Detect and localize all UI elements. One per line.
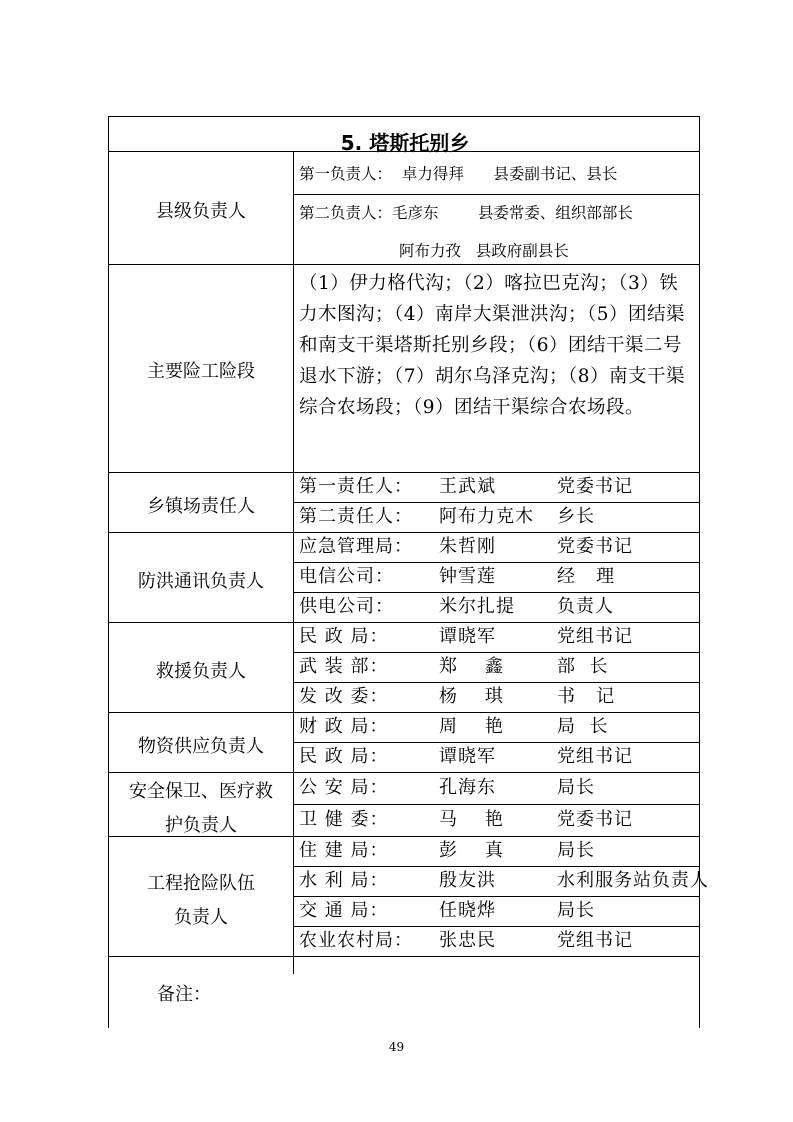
person-name: 杨 琪 <box>439 686 504 707</box>
row-divider <box>293 502 699 503</box>
section-label <box>109 655 293 689</box>
section-divider <box>109 956 699 957</box>
person-name: 米尔扎提 <box>439 596 515 617</box>
section-label <box>109 775 293 843</box>
danger-text: （1）伊力格代沟；（2）喀拉巴克沟；（3）铁力木图沟；（4）南岸大渠泄洪沟；（5）团结渠和南支干渠塔斯托别乡段；（6）团结干渠二号退水下游；（7）胡尔乌泽克沟；（8）南支干渠综合农场段；（9）团结干渠综合农场段。 <box>299 273 686 418</box>
remark-label: 备注： <box>157 984 211 1005</box>
position: 乡长 <box>557 506 595 527</box>
person-name: 阿布力克木 <box>439 506 534 527</box>
row-divider <box>293 742 699 743</box>
county-line3: 阿布力孜 县政府副县长 <box>399 242 569 260</box>
person-name: 谭晓军 <box>439 746 496 767</box>
row-divider <box>293 652 699 653</box>
person-name: 谭晓军 <box>439 626 496 647</box>
position: 党委书记 <box>557 809 633 830</box>
section-label <box>109 490 293 524</box>
danger-label: 主要险工险段 <box>147 361 255 382</box>
section-label <box>109 867 293 935</box>
position: 局 长 <box>557 716 609 737</box>
section-label-line: 乡镇场责任人 <box>147 496 255 517</box>
position: 党组书记 <box>557 746 633 767</box>
position: 负责人 <box>557 596 614 617</box>
org-name: 武 装 部： <box>299 656 389 677</box>
position: 局长 <box>557 840 595 861</box>
responsibility-table <box>108 116 709 1028</box>
section-label-line: 物资供应负责人 <box>138 736 264 757</box>
position: 部 长 <box>557 656 609 677</box>
person-name: 孔海东 <box>439 777 496 798</box>
row-divider <box>293 866 699 867</box>
section-label <box>109 730 293 764</box>
person-name: 马 艳 <box>439 809 504 830</box>
org-name: 卫 健 委： <box>299 809 389 830</box>
divider <box>109 151 699 152</box>
org-name: 第二责任人： <box>299 506 413 527</box>
person-name: 郑 鑫 <box>439 656 504 677</box>
county-line2: 第二负责人：毛彦东 县委常委、组织部部长 <box>299 204 633 222</box>
section-label-line: 安全保卫、医疗救 <box>129 781 273 802</box>
position: 党组书记 <box>557 930 633 951</box>
org-name: 住 建 局： <box>299 840 389 861</box>
county-line1: 第一负责人： 卓力得拜 县委副书记、县长 <box>299 165 618 183</box>
section-divider <box>109 836 699 837</box>
position: 经 理 <box>557 566 616 587</box>
person-name: 任晓烨 <box>439 900 496 921</box>
position: 书 记 <box>557 686 616 707</box>
position: 局长 <box>557 777 595 798</box>
person-name: 钟雪莲 <box>439 566 496 587</box>
org-name: 公 安 局： <box>299 777 389 798</box>
table-title: 5. 塔斯托别乡 <box>340 131 470 155</box>
org-name: 应急管理局： <box>299 536 413 557</box>
section-label-line: 救援负责人 <box>156 661 246 682</box>
org-name: 交 通 局： <box>299 900 389 921</box>
section-label <box>109 565 293 599</box>
org-name: 民 政 局： <box>299 746 389 767</box>
org-name: 水 利 局： <box>299 870 389 891</box>
section-label-line: 负责人 <box>174 907 228 928</box>
divider <box>109 264 699 265</box>
divider <box>109 472 699 473</box>
person-name: 朱哲刚 <box>439 536 496 557</box>
page-number: 49 <box>388 1040 405 1054</box>
org-name: 财 政 局： <box>299 716 389 737</box>
org-name: 发 改 委： <box>299 686 389 707</box>
org-name: 民 政 局： <box>299 626 389 647</box>
divider <box>293 194 699 195</box>
row-divider <box>293 896 699 897</box>
position: 党组书记 <box>557 626 633 647</box>
org-name: 电信公司： <box>299 566 394 587</box>
row-divider <box>293 804 699 805</box>
position: 党委书记 <box>557 476 633 497</box>
org-name: 农业农村局： <box>299 930 413 951</box>
person-name: 王武斌 <box>439 476 496 497</box>
row-divider <box>293 682 699 683</box>
person-name: 彭 真 <box>439 840 504 861</box>
position: 局长 <box>557 900 595 921</box>
row-divider <box>293 562 699 563</box>
section-divider <box>109 712 699 713</box>
row-divider <box>293 926 699 927</box>
position: 党委书记 <box>557 536 633 557</box>
position: 水利服务站负责人 <box>557 870 709 891</box>
section-divider <box>109 772 699 773</box>
org-name: 供电公司： <box>299 596 394 617</box>
person-name: 殷友洪 <box>439 870 496 891</box>
person-name: 周 艳 <box>439 716 504 737</box>
section-label-line: 工程抢险队伍 <box>147 873 255 894</box>
row-divider <box>293 592 699 593</box>
section-divider <box>109 622 699 623</box>
section-label-line: 防洪通讯负责人 <box>138 571 264 592</box>
county-label: 县级负责人 <box>156 201 246 222</box>
org-name: 第一责任人： <box>299 476 413 497</box>
section-label-line: 护负责人 <box>165 815 237 836</box>
person-name: 张忠民 <box>439 930 496 951</box>
section-divider <box>109 532 699 533</box>
